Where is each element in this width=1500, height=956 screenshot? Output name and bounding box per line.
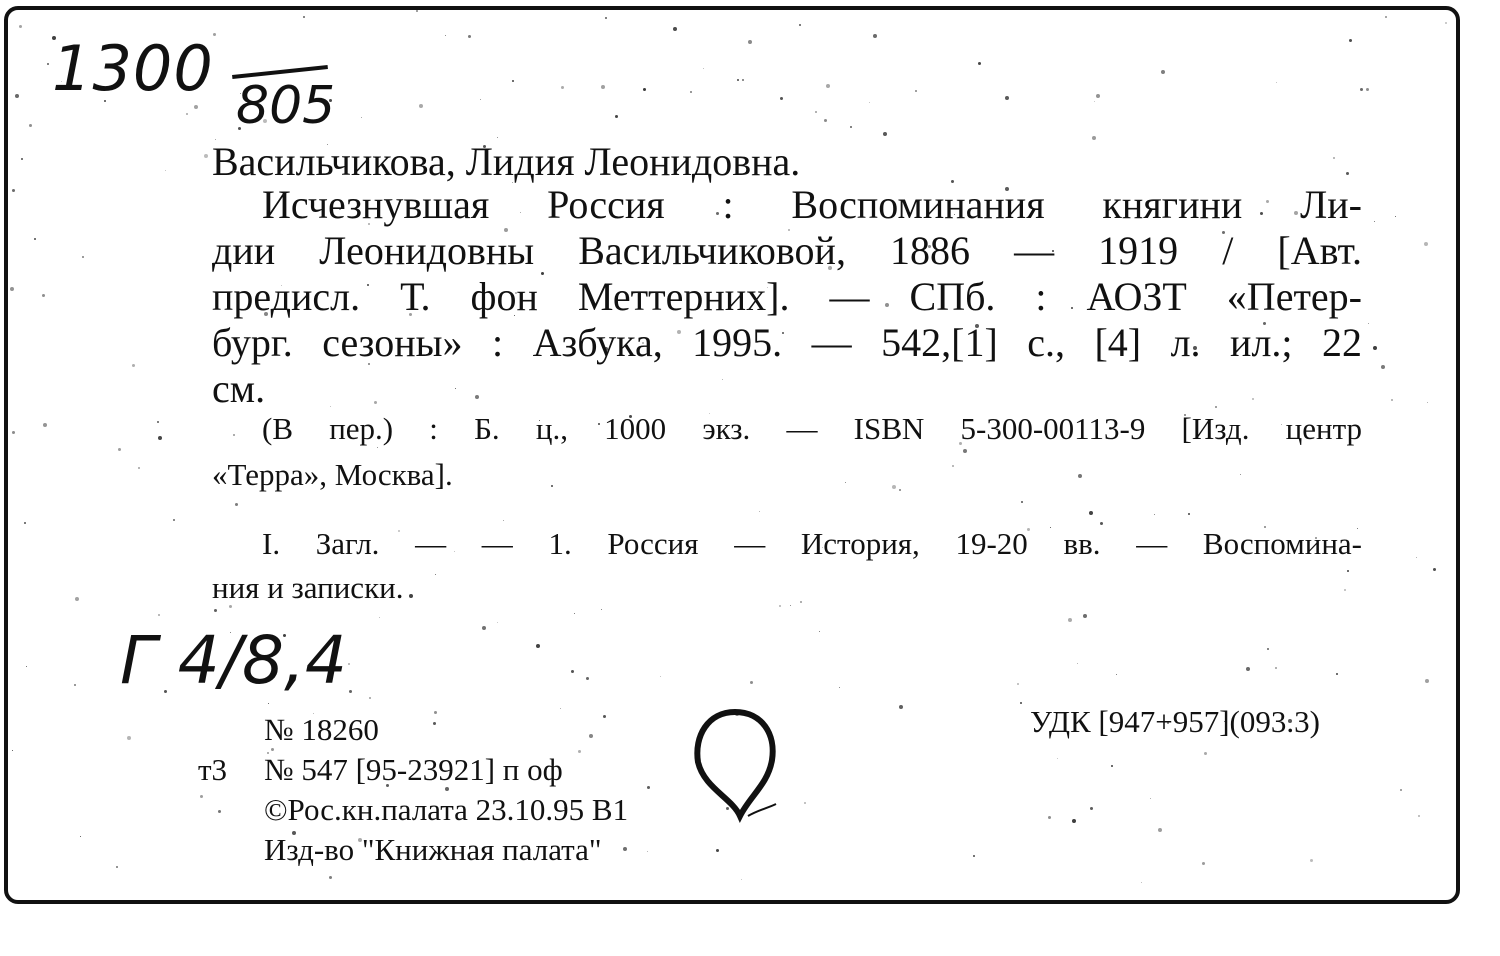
speckle: [1017, 683, 1019, 685]
speckle: [29, 124, 32, 127]
description-line: дии Леонидовны Васильчиковой, 1886 — 1919 / [Авт.: [212, 228, 1362, 273]
speckle: [1068, 618, 1072, 622]
speckle: [586, 677, 589, 680]
speckle: [1094, 101, 1095, 102]
speckle: [12, 750, 13, 751]
speckle: [512, 80, 514, 82]
speckle: [742, 79, 744, 81]
speckle: [303, 16, 305, 18]
speckle: [690, 91, 692, 93]
speckle: [268, 703, 269, 704]
speckle: [42, 294, 45, 297]
speckle: [883, 132, 887, 136]
speckle: [1188, 513, 1190, 515]
speckle: [703, 68, 704, 69]
publisher-line: Изд-во "Книжная палата": [264, 832, 602, 867]
oval-stamp-icon: [692, 708, 778, 824]
shelfmark-bottom: 805: [236, 76, 336, 136]
shelfmark-top: 1300: [52, 32, 214, 105]
speckle: [1418, 815, 1420, 817]
description-line: предисл. Т. фон Меттерних]. — СПб. : АОЗТ «Петер-: [212, 274, 1362, 319]
speckle: [750, 681, 753, 684]
order-prefix: т3: [198, 752, 228, 787]
speckle: [10, 287, 14, 291]
speckle: [369, 697, 371, 699]
speckle: [560, 708, 561, 709]
speckle: [194, 105, 198, 109]
speckle: [158, 614, 160, 616]
speckle: [158, 436, 162, 440]
speckle: [1425, 679, 1429, 683]
description-line: Исчезнувшая Россия : Воспоминания княгини Ли-: [262, 182, 1362, 227]
speckle: [1433, 568, 1436, 571]
subject-tracings: [212, 522, 1362, 610]
speckle: [1391, 399, 1393, 401]
binding-info: [212, 406, 1362, 498]
speckle: [1267, 648, 1269, 650]
speckle: [1202, 862, 1205, 865]
speckle: [116, 866, 118, 868]
speckle: [536, 644, 540, 648]
speckle: [605, 17, 607, 19]
book-chamber-line: ©Рос.кн.палата 23.10.95 В1: [264, 792, 629, 827]
speckle: [1427, 402, 1428, 403]
speckle: [1141, 882, 1142, 883]
speckle: [601, 85, 605, 89]
speckle: [660, 676, 661, 677]
speckle: [468, 35, 471, 38]
speckle: [826, 84, 830, 88]
speckle: [741, 879, 742, 880]
speckle: [82, 256, 84, 258]
author-heading: Васильчикова, Лидия Леонидовна.: [212, 139, 801, 184]
speckle: [1246, 667, 1250, 671]
speckle: [737, 79, 739, 81]
speckle: [1158, 828, 1162, 832]
speckle: [561, 86, 564, 89]
speckle: [1395, 216, 1396, 217]
catalog-card: [4, 6, 1460, 904]
speckle: [1346, 172, 1349, 175]
speckle: [1276, 82, 1277, 83]
speckle: [716, 849, 719, 852]
speckle: [1445, 22, 1447, 24]
speckle: [118, 448, 121, 451]
speckle: [915, 90, 917, 92]
speckle: [12, 431, 15, 434]
speckle: [759, 511, 760, 512]
speckle: [1005, 96, 1009, 100]
speckle: [1020, 702, 1022, 704]
speckle: [1077, 663, 1078, 664]
speckle: [1072, 819, 1076, 823]
speckle: [1204, 752, 1207, 755]
speckle: [748, 40, 752, 44]
speckle: [419, 104, 423, 108]
speckle: [1021, 501, 1023, 503]
speckle: [379, 617, 380, 618]
speckle: [819, 631, 820, 632]
speckle: [1154, 514, 1155, 515]
speckle: [1424, 242, 1428, 246]
speckle: [15, 94, 19, 98]
speckle: [647, 851, 648, 852]
speckle: [361, 117, 362, 118]
speckle: [824, 119, 827, 122]
speckle: [204, 154, 208, 158]
speckle: [173, 519, 175, 521]
udc-code: УДК [947+957](093.3): [1030, 704, 1320, 739]
subject-line: ния и записки.: [212, 570, 404, 605]
subject-line: I. Загл. — — 1. Россия — История, 19-20 вв. — Воспомина-: [262, 526, 1362, 561]
speckle: [615, 115, 618, 118]
speckle: [235, 503, 238, 506]
speckle: [1089, 511, 1093, 515]
speckle: [19, 25, 22, 28]
speckle: [12, 189, 15, 192]
speckle: [138, 467, 140, 469]
speckle: [74, 684, 76, 686]
speckle: [416, 10, 418, 12]
speckle: [574, 613, 575, 614]
speckle: [850, 126, 852, 128]
speckle: [815, 111, 817, 113]
speckle: [1111, 765, 1113, 767]
speckle: [839, 687, 840, 688]
speckle: [799, 24, 801, 26]
speckle: [1368, 323, 1369, 324]
order-line: [198, 750, 628, 790]
speckle: [1310, 859, 1313, 862]
binding-line: (В пер.) : Б. ц., 1000 экз. — ISBN 5-300-00113-9 [Изд. центр: [262, 411, 1362, 446]
speckle: [1416, 557, 1417, 558]
speckle: [673, 27, 677, 31]
speckle: [157, 421, 159, 423]
speckle: [329, 876, 332, 879]
speckle: [480, 99, 481, 100]
speckle: [445, 35, 446, 36]
speckle: [1057, 758, 1058, 759]
speckle: [973, 855, 975, 857]
speckle: [571, 670, 574, 673]
speckle: [1385, 16, 1387, 18]
speckle: [643, 88, 646, 91]
speckle: [647, 786, 650, 789]
speckle: [1161, 70, 1165, 74]
speckle: [1400, 789, 1402, 791]
speckle: [497, 622, 498, 623]
speckle: [75, 597, 79, 601]
speckle: [26, 666, 27, 667]
speckle: [165, 170, 166, 171]
speckle: [1374, 221, 1375, 222]
speckle: [1381, 365, 1385, 369]
card-footer: [198, 710, 628, 870]
speckle: [21, 158, 23, 160]
speckle: [34, 238, 36, 240]
binding-line: «Терра», Москва].: [212, 457, 453, 492]
description-line: бург. сезоны» : Азбука, 1995. — 542,[1] с., [4] л. ил.; 22: [212, 320, 1362, 365]
speckle: [503, 520, 504, 521]
speckle: [1090, 807, 1093, 810]
speckle: [348, 663, 350, 665]
speckle: [482, 626, 486, 630]
speckle: [43, 423, 47, 427]
speckle: [47, 63, 49, 65]
speckle: [1096, 94, 1100, 98]
order-number: № 547 [95-23921] п оф: [264, 752, 563, 787]
speckle: [80, 836, 81, 837]
speckle: [1116, 674, 1117, 675]
speckle: [804, 802, 806, 804]
speckle: [1048, 816, 1051, 819]
speckle: [1366, 88, 1369, 91]
speckle: [869, 102, 870, 103]
bibliographic-description: [212, 182, 1362, 412]
speckle: [132, 364, 135, 367]
speckle: [1092, 136, 1096, 140]
speckle: [1275, 667, 1277, 669]
handwritten-note: Г 4/8,4: [120, 622, 347, 699]
speckle: [1349, 39, 1352, 42]
description-line: см.: [212, 366, 266, 411]
speckle: [1373, 346, 1377, 350]
speckle: [127, 736, 131, 740]
speckle: [24, 522, 26, 524]
speckle: [1336, 673, 1338, 675]
speckle: [349, 690, 352, 693]
speckle: [899, 705, 903, 709]
speckle: [780, 97, 783, 100]
speckle: [1150, 798, 1151, 799]
speckle: [1333, 157, 1335, 159]
speckle: [1083, 614, 1087, 618]
speckle: [873, 34, 877, 38]
speckle: [978, 62, 981, 65]
speckle: [1360, 88, 1363, 91]
speckle: [186, 113, 188, 115]
record-number: № 18260: [264, 712, 379, 747]
